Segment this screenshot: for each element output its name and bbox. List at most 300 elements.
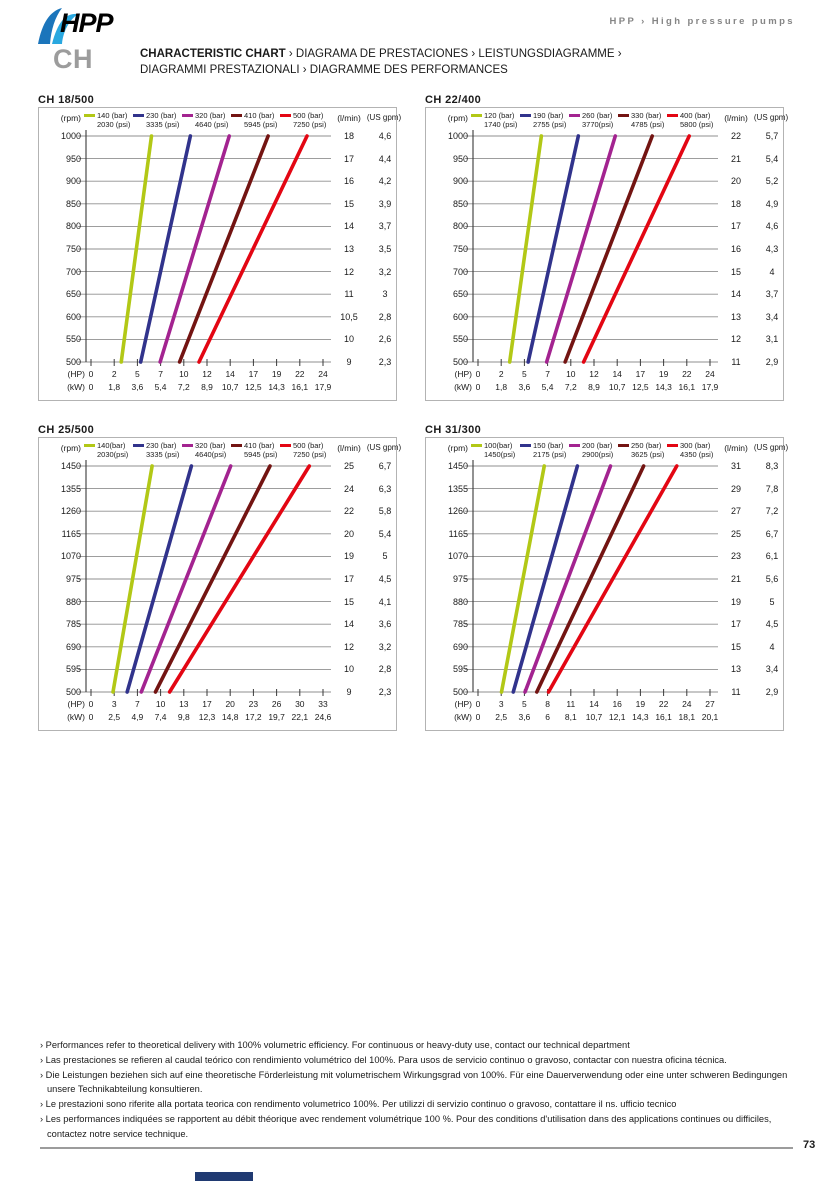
chart-box <box>38 437 402 731</box>
lmin-value: 17 <box>730 619 741 630</box>
hp-tick-label: 16 <box>612 699 622 709</box>
usgpm-value: 7,8 <box>765 483 779 494</box>
kw-tick-label: 7,2 <box>177 382 190 392</box>
rpm-tick-label: 850 <box>452 198 468 209</box>
rpm-tick-label: 950 <box>452 153 468 164</box>
usgpm-value: 6,1 <box>765 551 779 562</box>
legend-bar-label: 230 (bar) <box>146 111 177 120</box>
lmin-value: 22 <box>343 506 354 517</box>
chart-box <box>38 107 402 401</box>
hp-tick-label: 19 <box>271 369 282 379</box>
hp-tick-label: 3 <box>498 699 504 709</box>
top-right-header: HPP › High pressure pumps <box>609 16 795 27</box>
kw-tick-label: 10,7 <box>221 382 239 392</box>
kw-tick-label: 12,5 <box>245 382 262 392</box>
hp-tick-label: 5 <box>135 369 140 379</box>
legend-bar-label: 410 (bar) <box>244 441 275 450</box>
legend-psi-label: 1740 (psi) <box>484 120 518 129</box>
kw-tick-label: 16,1 <box>655 712 672 722</box>
legend-bar-label: 100(bar) <box>484 441 513 450</box>
lmin-value: 25 <box>343 461 354 471</box>
lmin-value: 17 <box>343 574 354 584</box>
usgpm-value: 6,3 <box>378 483 392 494</box>
page-number: 73 <box>803 1139 816 1151</box>
rpm-tick-label: 500 <box>65 687 81 697</box>
footnotes-list <box>40 1038 796 1142</box>
hp-tick-label: 7 <box>135 699 140 709</box>
legend-bar-label: 150 (bar) <box>533 441 564 450</box>
usgpm-value: 3,1 <box>765 334 779 345</box>
legend-bar-label: 320 (bar) <box>195 441 226 450</box>
hp-axis-label: (HP) <box>454 699 472 709</box>
hp-tick-label: 7 <box>158 369 163 379</box>
usgpm-value: 4,9 <box>765 198 779 209</box>
hp-tick-label: 24 <box>682 699 692 709</box>
kw-tick-label: 8,9 <box>588 382 600 392</box>
footnote-item: › Les performances indiquées se rapportent au débit théorique avec rendement volumétrique 100 %. Pour des conditions d'utilisation dans des applications continues ou difficiles, contactez notre service technique. <box>40 1113 772 1139</box>
rpm-tick-label: 900 <box>452 176 468 187</box>
hp-tick-label: 14 <box>612 369 622 379</box>
rpm-tick-label: 1260 <box>447 506 468 517</box>
hp-tick-label: 14 <box>589 699 599 709</box>
lmin-value: 10 <box>343 334 354 345</box>
hp-tick-label: 20 <box>225 699 235 709</box>
rpm-tick-label: 750 <box>65 244 81 254</box>
kw-tick-label: 8,1 <box>564 712 577 722</box>
kw-tick-label: 0 <box>88 712 94 722</box>
kw-axis-label: (kW) <box>454 712 472 722</box>
lmin-value: 15 <box>343 198 354 209</box>
usgpm-value: 2,9 <box>765 357 779 367</box>
legend-psi-label: 7250 (psi) <box>293 120 327 129</box>
footer-rule <box>40 1147 793 1149</box>
usgpm-value: 2,3 <box>378 357 392 367</box>
usgpm-value: 8,3 <box>765 461 779 471</box>
chart-ch-18-500 <box>38 94 402 400</box>
legend-bar-label: 300 (bar) <box>680 441 711 450</box>
rpm-axis-label: (rpm) <box>60 113 81 123</box>
usgpm-value: 3,4 <box>765 664 779 675</box>
hp-tick-label: 22 <box>682 369 692 379</box>
footnote-item: › Le prestazioni sono riferite alla portata teorica con rendimento volumetrico 100%. Per utilizzi di servizio continuo o gravoso, contattare il ns. ufficio tecnico <box>40 1099 677 1110</box>
hp-tick-label: 10 <box>566 369 576 379</box>
hp-tick-label: 17 <box>248 369 259 379</box>
hp-axis-label: (HP) <box>67 369 85 379</box>
kw-tick-label: 2,5 <box>108 712 121 722</box>
lmin-value: 15 <box>730 641 741 652</box>
hp-tick-label: 33 <box>318 699 328 709</box>
rpm-tick-label: 595 <box>452 664 468 675</box>
lmin-value: 15 <box>730 266 741 277</box>
chart-ch-25-500 <box>38 424 402 730</box>
lmin-value: 18 <box>730 198 741 209</box>
hp-tick-label: 27 <box>705 699 715 709</box>
hp-tick-label: 8 <box>545 699 550 709</box>
kw-tick-label: 17,2 <box>245 712 262 722</box>
legend-bar-label: 410 (bar) <box>244 111 275 120</box>
usgpm-value: 3,4 <box>765 311 779 322</box>
usgpm-value: 5,2 <box>765 176 779 187</box>
usgpm-value: 4,3 <box>765 244 779 254</box>
hp-tick-label: 0 <box>88 699 94 709</box>
lmin-value: 9 <box>346 357 352 367</box>
usgpm-axis-label: (US gpm) <box>753 443 789 452</box>
legend-bar-label: 120 (bar) <box>484 111 515 120</box>
hp-tick-label: 26 <box>271 699 282 709</box>
rpm-tick-label: 595 <box>65 664 81 675</box>
hp-tick-label: 24 <box>705 369 715 379</box>
legend-psi-label: 4640(psi) <box>195 450 227 459</box>
hp-tick-label: 11 <box>566 699 576 709</box>
rpm-tick-label: 785 <box>452 619 468 630</box>
rpm-axis-label: (rpm) <box>60 443 81 453</box>
usgpm-axis-label: (US gpm) <box>753 113 789 122</box>
usgpm-value: 4,6 <box>765 221 779 232</box>
kw-tick-label: 22,1 <box>291 712 309 722</box>
legend-psi-label: 7250 (psi) <box>293 450 327 459</box>
lmin-value: 31 <box>730 461 741 471</box>
chart-ch-31-300 <box>425 424 789 730</box>
rpm-tick-label: 1450 <box>60 461 81 471</box>
hp-tick-label: 5 <box>522 699 527 709</box>
heading-title-bold: CHARACTERISTIC CHART <box>140 48 286 60</box>
rpm-tick-label: 850 <box>65 198 81 209</box>
hp-tick-label: 13 <box>179 699 189 709</box>
rpm-tick-label: 1070 <box>447 551 468 562</box>
kw-tick-label: 0 <box>475 382 481 392</box>
legend-psi-label: 5800 (psi) <box>680 120 714 129</box>
legend-bar-label: 330 (bar) <box>631 111 662 120</box>
legend-bar-label: 400 (bar) <box>680 111 711 120</box>
rpm-tick-label: 1260 <box>60 506 81 517</box>
usgpm-value: 5,4 <box>378 528 392 539</box>
kw-axis-label: (kW) <box>67 382 85 392</box>
kw-tick-label: 3,6 <box>131 382 144 392</box>
usgpm-value: 6,7 <box>378 461 392 471</box>
kw-tick-label: 12,1 <box>608 712 626 722</box>
lmin-value: 19 <box>343 551 354 562</box>
hp-tick-label: 2 <box>498 369 504 379</box>
hp-tick-label: 22 <box>658 699 669 709</box>
legend-psi-label: 3335 (psi) <box>146 450 180 459</box>
kw-tick-label: 17,9 <box>701 382 719 392</box>
kw-tick-label: 14,3 <box>268 382 285 392</box>
lmin-value: 18 <box>343 131 354 141</box>
kw-tick-label: 14,3 <box>655 382 672 392</box>
legend-psi-label: 4350 (psi) <box>680 450 714 459</box>
legend-psi-label: 3335 (psi) <box>146 120 180 129</box>
lmin-value: 13 <box>730 664 741 675</box>
lmin-value: 14 <box>343 619 354 630</box>
hp-tick-label: 17 <box>202 699 212 709</box>
lmin-value: 29 <box>730 483 741 494</box>
lmin-value: 11 <box>731 687 741 697</box>
kw-tick-label: 4,9 <box>131 712 144 722</box>
rpm-axis-label: (rpm) <box>447 113 468 123</box>
kw-tick-label: 3,6 <box>518 712 531 722</box>
rpm-tick-label: 600 <box>452 311 468 322</box>
rpm-tick-label: 1355 <box>60 483 81 494</box>
legend-bar-label: 190 (bar) <box>533 111 564 120</box>
usgpm-axis-label: (US gpm) <box>366 443 402 452</box>
lmin-value: 12 <box>343 266 354 277</box>
legend-psi-label: 5945 (psi) <box>244 120 278 129</box>
lmin-axis-label: (l/min) <box>337 113 361 123</box>
kw-tick-label: 12,5 <box>632 382 649 392</box>
rpm-tick-label: 550 <box>65 334 81 345</box>
usgpm-value: 3,6 <box>378 619 392 630</box>
usgpm-value: 6,7 <box>765 528 779 539</box>
hp-tick-label: 14 <box>225 369 235 379</box>
lmin-value: 12 <box>730 334 741 345</box>
chart-title: CH 22/400 <box>425 94 482 106</box>
lmin-value: 13 <box>343 244 354 254</box>
lmin-value: 16 <box>730 244 741 254</box>
usgpm-value: 4 <box>769 266 775 277</box>
rpm-tick-label: 500 <box>452 357 468 367</box>
kw-tick-label: 16,1 <box>291 382 309 392</box>
rpm-tick-label: 975 <box>65 574 81 584</box>
chart-title: CH 31/300 <box>425 424 482 436</box>
chart-title: CH 25/500 <box>38 424 95 436</box>
usgpm-value: 3,5 <box>378 244 392 254</box>
usgpm-value: 3,2 <box>378 266 392 277</box>
kw-tick-label: 8,9 <box>201 382 213 392</box>
heading-title-rest: › DIAGRAMA DE PRESTACIONES › LEISTUNGSDIAGRAMME › <box>285 48 622 60</box>
lmin-value: 22 <box>730 131 741 141</box>
kw-tick-label: 6 <box>545 712 550 722</box>
lmin-value: 27 <box>730 506 741 517</box>
hp-tick-label: 3 <box>111 699 117 709</box>
lmin-value: 19 <box>730 596 741 607</box>
hp-tick-label: 0 <box>475 699 481 709</box>
chart-ch-22-400 <box>425 94 789 400</box>
usgpm-value: 3 <box>382 289 388 300</box>
lmin-value: 16 <box>343 176 354 187</box>
footnote-item: › Die Leistungen beziehen sich auf eine theoretische Förderleistung mit volumetrischem Wirkungsgrad von 100%. Für eine Dauerverwendung oder eine unter schweren Bedingungen unsere Technikabteilung konsultieren. <box>40 1069 788 1095</box>
rpm-tick-label: 600 <box>65 311 81 322</box>
lmin-axis-label: (l/min) <box>724 113 748 123</box>
usgpm-value: 2,6 <box>378 334 392 345</box>
usgpm-value: 2,8 <box>378 664 392 675</box>
lmin-value: 25 <box>730 528 741 539</box>
legend-psi-label: 3770(psi) <box>582 120 614 129</box>
kw-tick-label: 7,4 <box>154 712 167 722</box>
usgpm-value: 5 <box>382 551 388 562</box>
lmin-value: 17 <box>730 221 741 232</box>
usgpm-value: 3,9 <box>378 198 392 209</box>
hp-axis-label: (HP) <box>67 699 85 709</box>
kw-tick-label: 7,2 <box>564 382 577 392</box>
usgpm-value: 4,2 <box>378 176 392 187</box>
rpm-tick-label: 1165 <box>448 528 468 539</box>
legend-bar-label: 230 (bar) <box>146 441 177 450</box>
rpm-tick-label: 700 <box>65 266 81 277</box>
usgpm-value: 4,5 <box>378 574 392 584</box>
usgpm-value: 5,4 <box>765 153 779 164</box>
rpm-tick-label: 750 <box>452 244 468 254</box>
rpm-tick-label: 500 <box>65 357 81 367</box>
legend-psi-label: 2030 (psi) <box>97 120 131 129</box>
lmin-value: 21 <box>730 574 741 584</box>
lmin-value: 15 <box>343 596 354 607</box>
usgpm-value: 5,7 <box>765 131 779 141</box>
legend-bar-label: 500 (bar) <box>293 111 324 120</box>
kw-tick-label: 5,4 <box>541 382 554 392</box>
kw-tick-label: 19,7 <box>268 712 285 722</box>
rpm-tick-label: 650 <box>65 289 81 300</box>
legend-bar-label: 320 (bar) <box>195 111 226 120</box>
lmin-value: 11 <box>731 357 741 367</box>
hp-tick-label: 0 <box>88 369 94 379</box>
kw-tick-label: 24,6 <box>314 712 332 722</box>
lmin-value: 14 <box>343 221 354 232</box>
legend-psi-label: 3625 (psi) <box>631 450 665 459</box>
rpm-tick-label: 975 <box>452 574 468 584</box>
hp-tick-label: 0 <box>475 369 481 379</box>
lmin-axis-label: (l/min) <box>337 443 361 453</box>
footer-accent-bar <box>195 1172 253 1181</box>
rpm-tick-label: 690 <box>452 641 468 652</box>
kw-tick-label: 12,3 <box>198 712 216 722</box>
lmin-value: 17 <box>343 153 354 164</box>
usgpm-value: 2,3 <box>378 687 392 697</box>
rpm-tick-label: 1355 <box>447 483 468 494</box>
usgpm-value: 4,1 <box>378 596 392 607</box>
usgpm-value: 4,6 <box>378 131 392 141</box>
kw-tick-label: 5,4 <box>154 382 167 392</box>
lmin-value: 13 <box>730 311 741 322</box>
legend-bar-label: 140(bar) <box>97 441 126 450</box>
legend-psi-label: 4785 (psi) <box>631 120 665 129</box>
legend-bar-label: 140 (bar) <box>97 111 128 120</box>
rpm-tick-label: 900 <box>65 176 81 187</box>
kw-tick-label: 1,8 <box>495 382 508 392</box>
legend-psi-label: 2900(psi) <box>582 450 614 459</box>
usgpm-value: 4 <box>769 641 775 652</box>
legend-bar-label: 250 (bar) <box>631 441 662 450</box>
rpm-tick-label: 785 <box>65 619 81 630</box>
kw-axis-label: (kW) <box>67 712 85 722</box>
hp-tick-label: 30 <box>295 699 305 709</box>
hp-tick-label: 2 <box>111 369 117 379</box>
chart-box <box>425 437 789 731</box>
rpm-tick-label: 880 <box>452 596 468 607</box>
kw-tick-label: 10,7 <box>585 712 603 722</box>
kw-tick-label: 1,8 <box>108 382 121 392</box>
kw-tick-label: 14,8 <box>221 712 239 722</box>
footnote-item: › Las prestaciones se refieren al caudal teórico con rendimiento volumétrico del 100%. Para usos de servicio continuo o gravoso, contactar con nuestra oficina técnica. <box>40 1054 727 1065</box>
usgpm-value: 2,9 <box>765 687 779 697</box>
kw-tick-label: 14,3 <box>632 712 649 722</box>
legend-psi-label: 2175 (psi) <box>533 450 567 459</box>
usgpm-value: 5 <box>769 596 775 607</box>
lmin-axis-label: (l/min) <box>724 443 748 453</box>
kw-tick-label: 0 <box>88 382 94 392</box>
usgpm-axis-label: (US gpm) <box>366 113 402 122</box>
hp-tick-label: 22 <box>295 369 305 379</box>
hp-tick-label: 19 <box>635 699 646 709</box>
hp-tick-label: 7 <box>545 369 550 379</box>
lmin-value: 10 <box>343 664 354 675</box>
usgpm-value: 5,8 <box>378 506 392 517</box>
rpm-tick-label: 1070 <box>60 551 81 562</box>
lmin-value: 21 <box>730 153 741 164</box>
hp-tick-label: 19 <box>658 369 669 379</box>
legend-bar-label: 200 (bar) <box>582 441 613 450</box>
lmin-value: 20 <box>343 528 354 539</box>
usgpm-value: 4,4 <box>378 153 392 164</box>
kw-tick-label: 18,1 <box>678 712 696 722</box>
chart-title: CH 18/500 <box>38 94 95 106</box>
legend-psi-label: 2030(psi) <box>97 450 129 459</box>
usgpm-value: 4,5 <box>765 619 779 630</box>
hp-tick-label: 17 <box>635 369 646 379</box>
usgpm-value: 3,2 <box>378 641 392 652</box>
legend-psi-label: 2755 (psi) <box>533 120 567 129</box>
hp-tick-label: 12 <box>589 369 599 379</box>
legend-bar-label: 260 (bar) <box>582 111 613 120</box>
hp-tick-label: 5 <box>522 369 527 379</box>
rpm-tick-label: 800 <box>452 221 468 232</box>
legend-bar-label: 500 (bar) <box>293 441 324 450</box>
heading-line2: DIAGRAMMI PRESTAZIONALI › DIAGRAMME DES PERFORMANCES <box>140 64 508 76</box>
footnote-item: › Performances refer to theoretical delivery with 100% volumetric efficiency. For continuous or heavy-duty use, contact our technical department <box>40 1040 630 1050</box>
rpm-tick-label: 700 <box>452 266 468 277</box>
kw-axis-label: (kW) <box>454 382 472 392</box>
lmin-value: 23 <box>730 551 741 562</box>
lmin-value: 11 <box>344 289 354 300</box>
kw-tick-label: 0 <box>475 712 481 722</box>
rpm-tick-label: 690 <box>65 641 81 652</box>
heading-line1 <box>140 46 622 62</box>
usgpm-value: 5,6 <box>765 574 779 584</box>
rpm-tick-label: 880 <box>65 596 81 607</box>
kw-tick-label: 16,1 <box>678 382 696 392</box>
kw-tick-label: 20,1 <box>701 712 719 722</box>
rpm-axis-label: (rpm) <box>447 443 468 453</box>
page-heading <box>140 46 622 78</box>
hp-tick-label: 12 <box>202 369 212 379</box>
rpm-tick-label: 950 <box>65 153 81 164</box>
chart-box <box>425 107 789 401</box>
hp-tick-label: 10 <box>179 369 189 379</box>
hp-tick-label: 23 <box>248 699 259 709</box>
rpm-tick-label: 1000 <box>447 131 468 141</box>
lmin-value: 12 <box>343 641 354 652</box>
usgpm-value: 7,2 <box>765 506 779 517</box>
lmin-value: 24 <box>343 483 354 494</box>
legend-psi-label: 4640 (psi) <box>195 120 229 129</box>
lmin-value: 20 <box>730 176 741 187</box>
kw-tick-label: 10,7 <box>608 382 626 392</box>
lmin-value: 10,5 <box>340 311 358 322</box>
rpm-tick-label: 800 <box>65 221 81 232</box>
rpm-tick-label: 1165 <box>61 528 81 539</box>
usgpm-value: 2,8 <box>378 311 392 322</box>
hp-axis-label: (HP) <box>454 369 472 379</box>
hp-tick-label: 24 <box>318 369 328 379</box>
brand-text: HPP <box>60 8 113 38</box>
lmin-value: 9 <box>346 687 352 697</box>
usgpm-value: 3,7 <box>765 289 779 300</box>
legend-psi-label: 1450(psi) <box>484 450 516 459</box>
usgpm-value: 3,7 <box>378 221 392 232</box>
product-code: CH <box>53 44 93 74</box>
kw-tick-label: 2,5 <box>495 712 508 722</box>
kw-tick-label: 17,9 <box>314 382 332 392</box>
legend-psi-label: 5945 (psi) <box>244 450 278 459</box>
